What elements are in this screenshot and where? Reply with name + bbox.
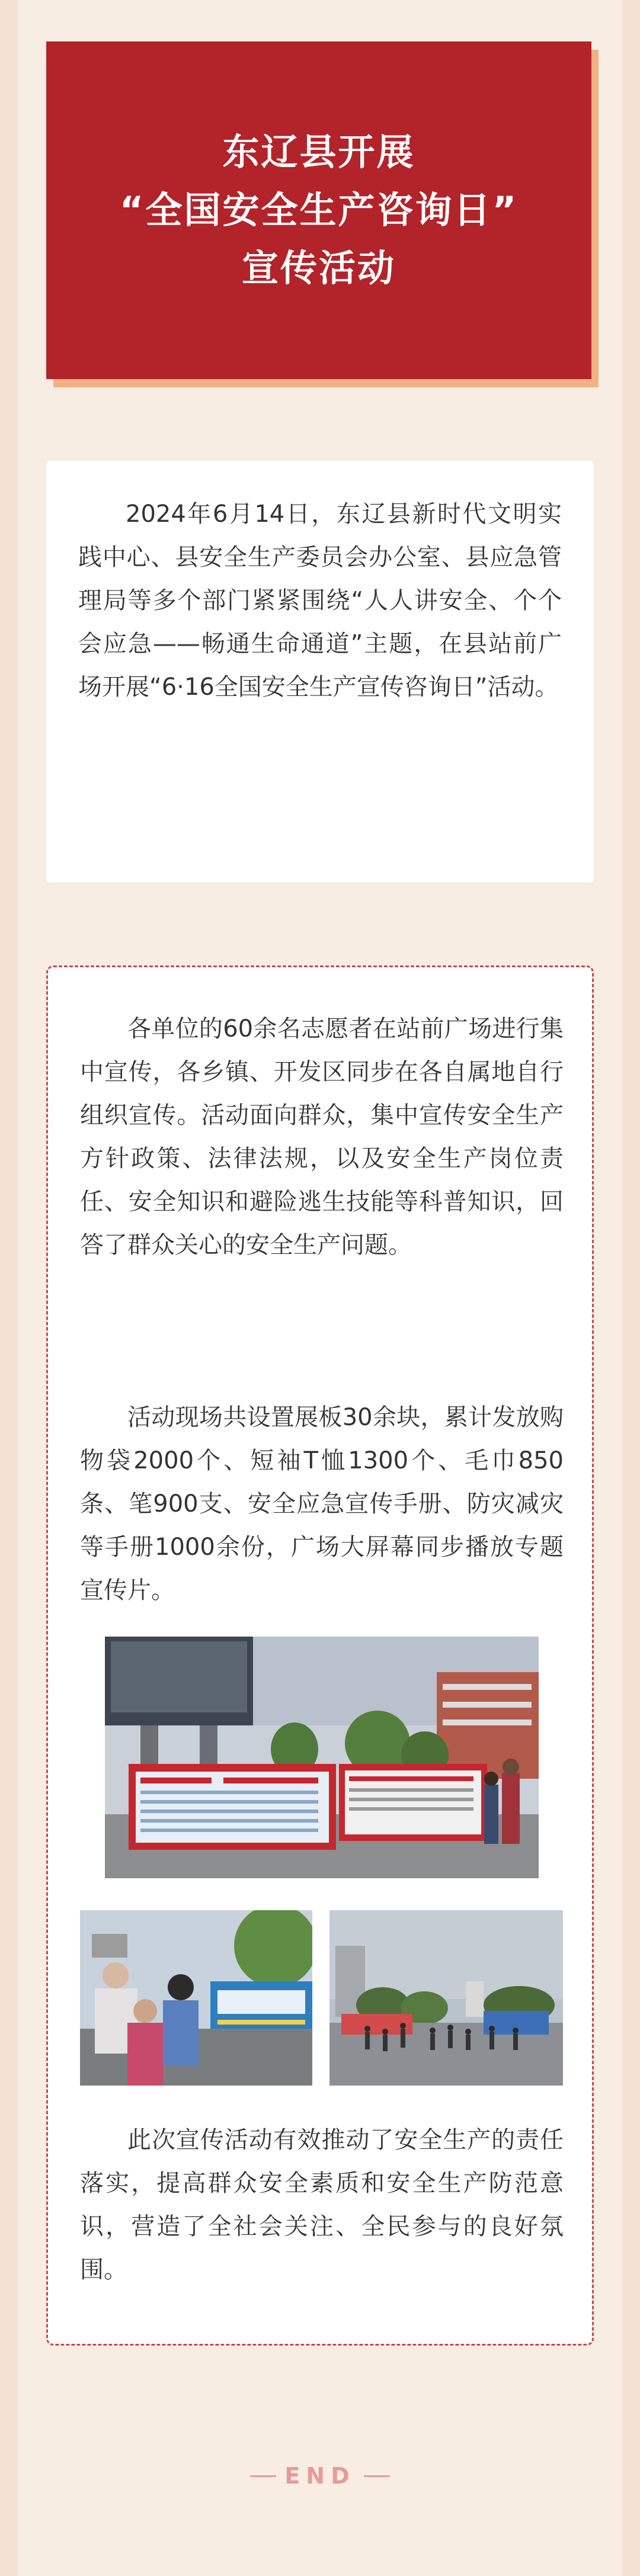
body-paragraph-2: 活动现场共设置展板30余块，累计发放购物袋2000个、短袖T恤1300个、毛巾850条、笔900支、安全应急宣传手册、防灾减灾等手册1000余份，广场大屏幕同步播放专题宣传片。 [80,1404,564,1604]
intro-card [46,461,594,883]
left-decor-strip [0,0,18,2576]
end-label: END [284,2463,356,2489]
main-content-card [46,965,594,2346]
body-paragraph-3: 此次宣传活动有效推动了安全生产的责任落实，提高群众安全素质和安全生产防范意识，营造了全社会关注、全民参与的良好氛围。 [80,2126,564,2283]
title-box [46,41,591,379]
title-line-1: 东辽县开展 [222,130,415,174]
end-left-dash [250,2475,276,2477]
intro-paragraph: 2024年6月14日，东辽县新时代文明实践中心、县安全生产委员会办公室、县应急管理局等多个部门紧紧围绕“人人讲安全、个个会应急——畅通生命通道”主题，在县站前广场开展“6·16全国安全生产宣传咨询日”活动。 [78,501,562,701]
title-line-2: “全国安全生产咨询日” [119,188,519,232]
volunteers-photo [80,1910,312,2086]
end-right-dash [364,2475,390,2477]
right-decor-strip [622,0,640,2576]
plaza-crowd-photo [329,1910,563,2086]
display-board-photo [105,1637,539,1878]
title-line-3: 宣传活动 [241,246,396,290]
end-mark [0,2458,640,2494]
body-paragraph-1: 各单位的60余名志愿者在站前广场进行集中宣传，各乡镇、开发区同步在各自属地自行组织宣传。活动面向群众，集中宣传安全生产方针政策、法律法规，以及安全生产岗位责任、安全知识和避险逃生技能等科普知识，回答了群众关心的安全生产问题。 [80,1015,564,1259]
title-banner [46,41,591,379]
